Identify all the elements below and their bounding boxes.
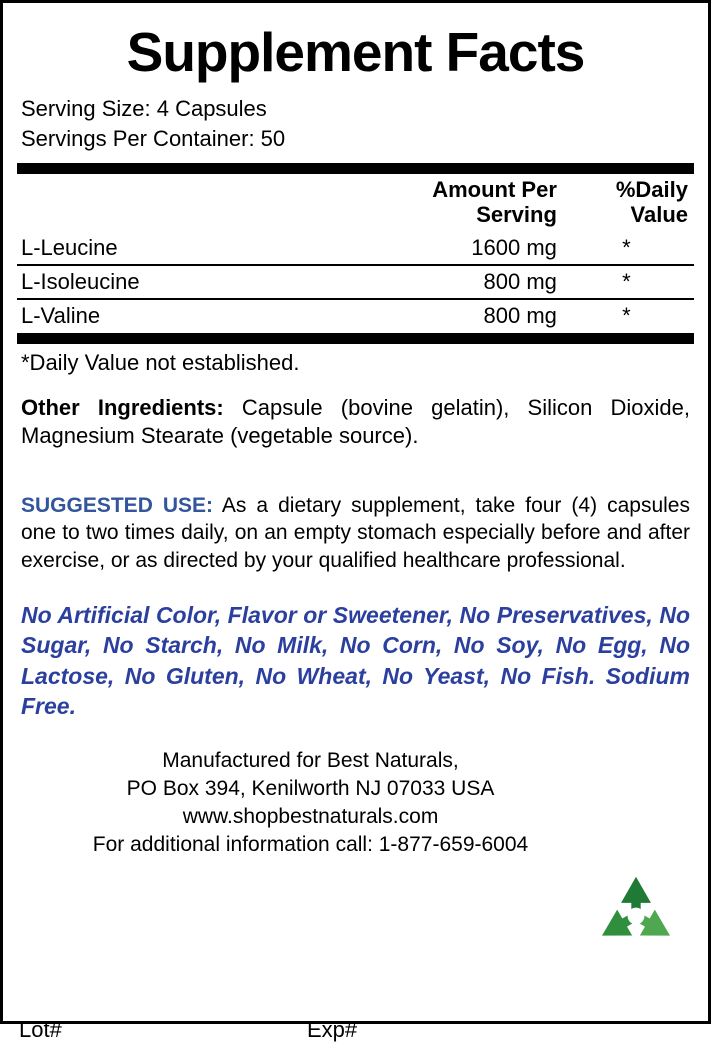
daily-value-footnote: *Daily Value not established. — [21, 349, 300, 375]
manufacturer-line-2: PO Box 394, Kenilworth NJ 07033 USA — [126, 777, 495, 801]
row-amount: 800 mg — [335, 265, 579, 299]
row-amount: 800 mg — [483, 303, 557, 329]
manufacturer-phone: For additional information call: 1-877-659-6004 — [92, 832, 529, 856]
table-row — [17, 265, 694, 299]
serving-size: Serving Size: 4 Capsules — [21, 96, 267, 121]
lot-label: Lot# — [19, 1017, 62, 1042]
nutrition-table — [17, 174, 694, 332]
other-ingredients-text: Capsule (bovine gelatin), Silicon Dioxide, Magnesium Stearate (vegetable source). — [21, 394, 691, 448]
row-daily-value: * — [622, 303, 631, 329]
row-name: L-Leucine — [17, 232, 335, 265]
table-top-rule — [17, 163, 694, 174]
header-amount-line2: Serving — [476, 202, 557, 227]
suggested-use-heading: SUGGESTED USE: — [21, 494, 214, 518]
table-bottom-rule — [17, 333, 694, 344]
page-title: Supplement Facts — [126, 21, 585, 83]
row-daily-value: * — [579, 232, 694, 265]
row-name: L-Isoleucine — [17, 265, 335, 299]
suggested-use — [21, 492, 690, 574]
free-from-claims: No Artificial Color, Flavor or Sweetener, No Preservatives, No Sugar, No Starch, No Milk, No Corn, No Soy, No Egg, No Lactose, No Gluten, No Wheat, No Yeast, No Fish. Sodium Free. — [21, 602, 690, 720]
row-daily-value: * — [579, 265, 694, 299]
other-ingredients-heading: Other Ingredients: — [21, 394, 224, 420]
table-row — [17, 232, 694, 265]
manufacturer-block — [17, 747, 694, 858]
exp-label: Exp# — [307, 1017, 358, 1042]
table-header-row — [17, 174, 694, 231]
header-daily-value — [579, 174, 694, 231]
other-ingredients — [21, 394, 690, 450]
servings-per-container: Servings Per Container: 50 — [21, 125, 286, 151]
row-name: L-Valine — [21, 303, 101, 329]
manufacturer-line-1: Manufactured for Best Naturals, — [162, 749, 459, 773]
table-row — [17, 299, 694, 332]
row-amount: 1600 mg — [335, 232, 579, 265]
header-blank — [17, 174, 335, 231]
suggested-use-text: As a dietary supplement, take four (4) capsules one to two times daily, on an empty stomach especially before and after exercise, or as directed by your qualified healthcare professional. — [21, 494, 690, 572]
manufacturer-website: www.shopbestnaturals.com — [182, 804, 439, 828]
header-dv-line1: %Daily — [615, 177, 688, 203]
header-amount-line1: Amount Per — [432, 177, 557, 203]
header-dv-line2: Value — [630, 202, 688, 227]
header-amount-per-serving — [335, 174, 579, 231]
recycle-icon — [588, 873, 684, 959]
